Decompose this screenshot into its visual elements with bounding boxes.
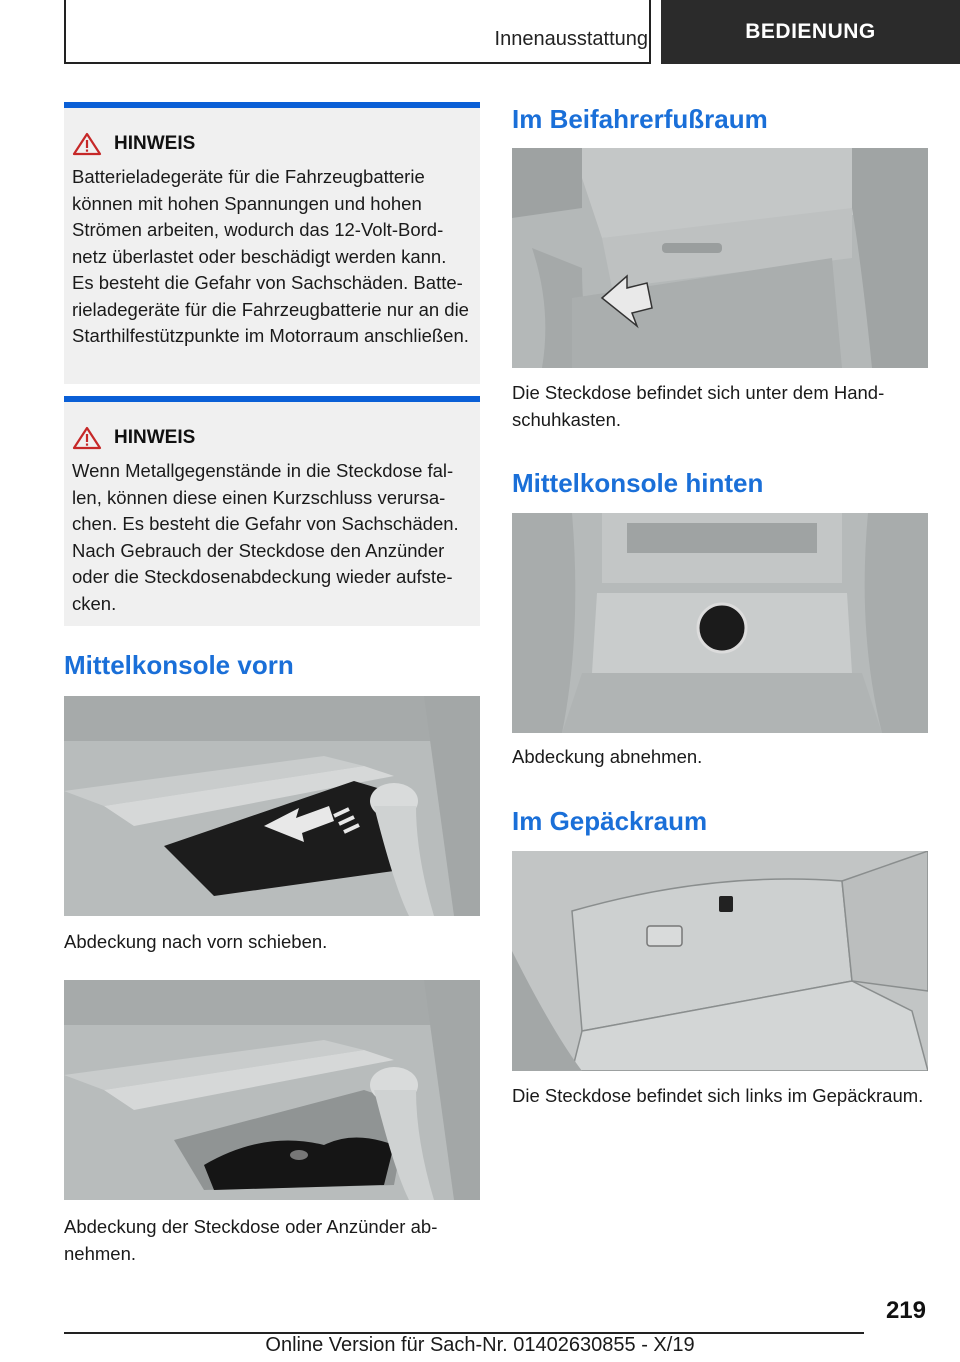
notice-title: HINWEIS (114, 427, 196, 448)
heading-gepaeckraum: Im Gepäckraum (512, 806, 708, 836)
notice-text: Wenn Metallgegenstände in die Steckdose fallen, können diese einen Kurzschluss verursachen. Es besteht die Gefahr von Sachschäden. Nach Gebrauch der Steckdose den Anzünder oder die Steckdosenabdeckung wieder aufstecken. (72, 460, 459, 614)
caption: Abdeckung abnehmen. (512, 746, 703, 767)
page-number: 219 (885, 1297, 926, 1324)
heading-beifahrerfussraum: Im Beifahrerfußraum (512, 104, 768, 134)
warning-icon (72, 132, 102, 156)
caption: Die Steckdose befindet sich links im Gepäckraum. (512, 1085, 924, 1106)
image-front-console-socket (64, 980, 480, 1200)
notice-box (64, 102, 480, 384)
notice-title: HINWEIS (114, 133, 196, 154)
warning-icon (72, 426, 102, 450)
caption: Abdeckung der Steckdose oder Anzünder abnehmen. (64, 1216, 438, 1264)
caption: Abdeckung nach vorn schieben. (64, 931, 328, 952)
footer-text: Online Version für Sach-Nr. 01402630855 - X/19 (265, 1334, 695, 1356)
image-passenger-footwell (512, 148, 928, 368)
notice-text: Batterieladegeräte für die Fahrzeugbatterie können mit hohen Spannungen und hohen Strömen arbeiten, wodurch das 12-Volt-Bordnetz überlastet oder beschädigt werden kann. Es besteht die Gefahr von Sachschäden. Batterieladegeräte für die Fahrzeugbatterie nur an die Starthilfestützpunkte im Motorraum anschließen. (72, 166, 469, 346)
notice-header (72, 426, 480, 450)
image-luggage-compartment (512, 851, 928, 1071)
header-divider (649, 0, 651, 64)
section-title: Innenausstattung (494, 28, 648, 50)
heading-mittelkonsole-hinten: Mittelkonsole hinten (512, 468, 764, 498)
image-rear-console (512, 513, 928, 733)
caption: Die Steckdose befindet sich unter dem Handschuhkasten. (512, 382, 885, 430)
chapter-tab[interactable]: BEDIENUNG (661, 0, 960, 64)
heading-mittelkonsole-vorn: Mittelkonsole vorn (64, 650, 294, 680)
notice-box (64, 396, 480, 626)
notice-header (72, 132, 480, 156)
image-front-console-cover (64, 696, 480, 916)
